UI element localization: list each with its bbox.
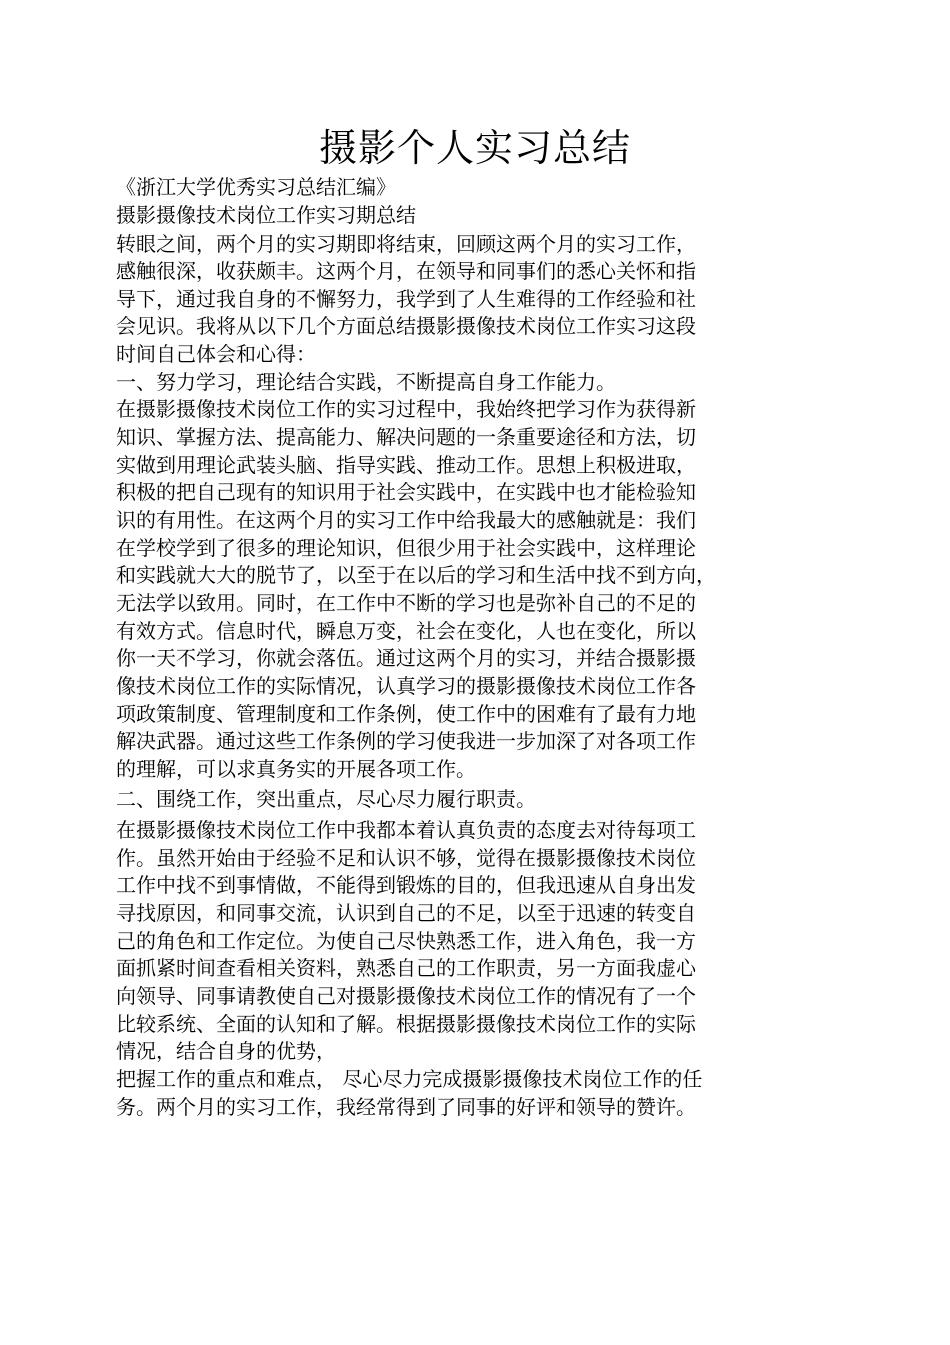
text-line: 把握工作的重点和难点， 尽心尽力完成摄影摄像技术岗位工作的任 <box>116 1067 703 1091</box>
text-line: 识的有用性。在这两个月的实习工作中给我最大的感触就是：我们 <box>116 508 696 532</box>
text-line: 一、努力学习，理论结合实践，不断提高自身工作能力。 <box>116 370 616 394</box>
text-line: 《浙江大学优秀实习总结汇编》 <box>116 175 396 199</box>
text-line: 的理解，可以求真务实的开展各项工作。 <box>116 757 476 781</box>
text-line: 作。虽然开始由于经验不足和认识不够，觉得在摄影摄像技术岗位 <box>116 846 696 870</box>
text-line: 务。两个月的实习工作，我经常得到了同事的好评和领导的赞许。 <box>116 1095 696 1119</box>
text-line: 在摄影摄像技术岗位工作的实习过程中，我始终把学习作为获得新 <box>116 397 696 421</box>
text-line: 无法学以致用。同时，在工作中不断的学习也是弥补自己的不足的 <box>116 591 696 615</box>
text-line: 知识、掌握方法、提高能力、解决问题的一条重要途径和方法，切 <box>116 425 696 449</box>
text-line: 感触很深，收获颇丰。这两个月，在领导和同事们的悉心关怀和指 <box>116 259 696 283</box>
text-line: 面抓紧时间查看相关资料，熟悉自己的工作职责，另一方面我虚心 <box>116 956 696 980</box>
text-line: 在学校学到了很多的理论知识，但很少用于社会实践中，这样理论 <box>116 536 696 560</box>
text-line: 实做到用理论武装头脑、指导实践、推动工作。思想上积极进取， <box>116 453 696 477</box>
text-line: 解决武器。通过这些工作条例的学习使我进一步加深了对各项工作 <box>116 729 696 753</box>
text-line: 摄影摄像技术岗位工作实习期总结 <box>116 203 416 227</box>
text-line: 项政策制度、管理制度和工作条例，使工作中的困难有了最有力地 <box>116 702 696 726</box>
text-line: 和实践就大大的脱节了，以至于在以后的学习和生活中找不到方向， <box>116 563 716 587</box>
text-line: 转眼之间，两个月的实习期即将结束，回顾这两个月的实习工作， <box>116 232 696 256</box>
text-line: 比较系统、全面的认知和了解。根据摄影摄像技术岗位工作的实际 <box>116 1012 696 1036</box>
text-line: 工作中找不到事情做，不能得到锻炼的目的，但我迅速从自身出发 <box>116 873 696 897</box>
text-line: 寻找原因，和同事交流，认识到自己的不足，以至于迅速的转变自 <box>116 901 696 925</box>
text-line: 向领导、同事请教使自己对摄影摄像技术岗位工作的情况有了一个 <box>116 984 696 1008</box>
text-line: 积极的把自己现有的知识用于社会实践中，在实践中也才能检验知 <box>116 480 696 504</box>
text-line: 像技术岗位工作的实际情况，认真学习的摄影摄像技术岗位工作各 <box>116 674 696 698</box>
text-line: 时间自己体会和心得： <box>116 342 316 366</box>
text-line: 会见识。我将从以下几个方面总结摄影摄像技术岗位工作实习这段 <box>116 314 696 338</box>
text-line: 有效方式。信息时代，瞬息万变，社会在变化，人也在变化，所以 <box>116 619 696 643</box>
text-line: 导下，通过我自身的不懈努力，我学到了人生难得的工作经验和社 <box>116 287 696 311</box>
text-line: 二、围绕工作，突出重点，尽心尽力履行职责。 <box>116 787 536 811</box>
text-line: 己的角色和工作定位。为使自己尽快熟悉工作，进入角色，我一方 <box>116 929 696 953</box>
text-line: 在摄影摄像技术岗位工作中我都本着认真负责的态度去对待每项工 <box>116 818 696 842</box>
text-line: 情况，结合自身的优势， <box>116 1039 336 1063</box>
text-line: 你一天不学习，你就会落伍。通过这两个月的实习，并结合摄影摄 <box>116 646 696 670</box>
document-title: 摄影个人实习总结 <box>318 126 631 170</box>
